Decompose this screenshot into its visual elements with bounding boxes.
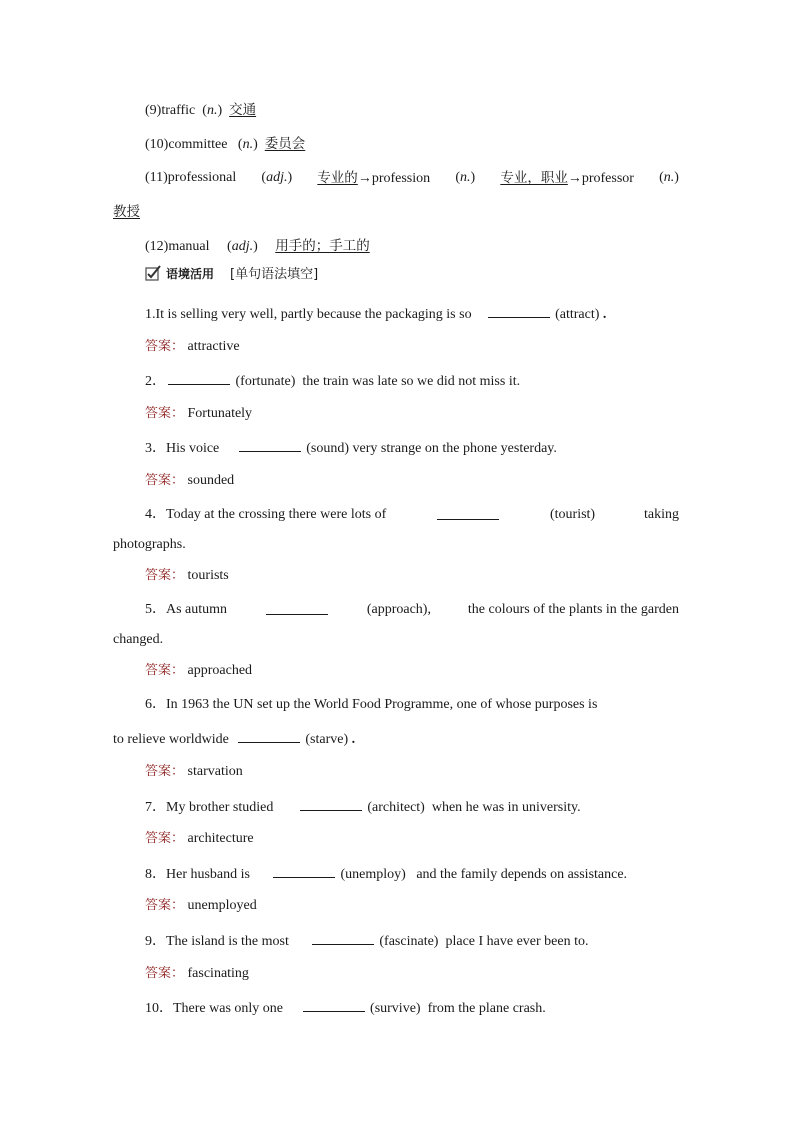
- question-text-end: and the family depends on assistance.: [416, 867, 628, 882]
- answer-label: 答案：: [145, 406, 185, 421]
- answer-blank: [168, 371, 230, 385]
- answer-label: 答案：: [145, 831, 185, 846]
- word-hint: (unemploy): [340, 867, 406, 882]
- question-text: 10．There was only one: [145, 1001, 284, 1016]
- question-text: 4．Today at the crossing there were lots of: [145, 507, 387, 522]
- derived-word: →profession: [357, 171, 431, 186]
- question-text-end: the colours of the plants in the garden: [467, 602, 679, 617]
- answer-9: [145, 965, 679, 983]
- answer-text: Fortunately: [187, 406, 253, 421]
- vocab-item-traffic: (9)traffic (n.) 交通: [145, 102, 257, 118]
- section-title: 语境活用: [166, 267, 215, 281]
- question-text-end: when he was in university.: [431, 800, 581, 815]
- answer-text: unemployed: [187, 898, 257, 913]
- answer-3: [145, 472, 679, 490]
- section-header: [145, 265, 679, 284]
- question-text: 1.It is selling very well, partly because the packaging is so: [145, 307, 472, 322]
- part-of-speech: adj.: [266, 170, 288, 185]
- question-text-end: from the plane crash.: [427, 1001, 546, 1016]
- checkbox-check-icon: [145, 265, 161, 281]
- word-hint: (sound): [306, 441, 350, 456]
- answer-8: [145, 897, 679, 915]
- answer-2: [145, 405, 679, 423]
- question-text-end: very strange on the phone yesterday.: [352, 441, 557, 456]
- answer-blank: [488, 304, 550, 318]
- question-text-end: the train was late so we did not miss it.: [302, 374, 521, 389]
- answer-1: [145, 338, 679, 356]
- question-5-cont: [113, 631, 679, 649]
- question-6: [145, 696, 679, 714]
- answer-text: tourists: [187, 568, 229, 583]
- answer-blank: [238, 729, 300, 743]
- answer-7: [145, 830, 679, 848]
- question-10: [145, 998, 679, 1018]
- answer-label: 答案：: [145, 473, 185, 488]
- vocab-meaning: 交通: [229, 102, 257, 118]
- question-text-continued: photographs.: [113, 537, 186, 552]
- question-9: [145, 931, 679, 951]
- answer-text: sounded: [187, 473, 235, 488]
- question-text-end: .: [351, 732, 356, 747]
- vocab-word: (12)manual: [145, 239, 210, 254]
- answer-6: [145, 763, 679, 781]
- answer-4: [145, 567, 679, 585]
- answer-label: 答案：: [145, 966, 185, 981]
- answer-5: [145, 662, 679, 680]
- question-text: 8．Her husband is: [145, 867, 250, 882]
- answer-label: 答案：: [145, 339, 185, 354]
- question-3: [145, 438, 679, 458]
- answer-text: approached: [187, 663, 253, 678]
- answer-blank: [312, 931, 374, 945]
- vocab-word: (9)traffic: [145, 103, 196, 118]
- answer-text: fascinating: [187, 966, 249, 981]
- question-text-continued: to relieve worldwide: [113, 732, 229, 747]
- vocab-meaning: 用手的；手工的: [275, 238, 370, 254]
- answer-blank: [300, 797, 362, 811]
- derived-word: →professor: [567, 171, 634, 186]
- question-7: [145, 797, 679, 817]
- vocab-word: (11)professional: [145, 170, 237, 185]
- question-text: 7．My brother studied: [145, 800, 274, 815]
- word-hint: (approach),: [366, 602, 431, 617]
- vocab-item-professional: (11)professional (adj.) 专业的→profession (n.) 专业，职业→professor (n.): [145, 170, 679, 186]
- vocab-item-professional-cont: [113, 203, 679, 222]
- answer-blank: [273, 864, 335, 878]
- answer-blank: [303, 998, 365, 1012]
- answer-label: 答案：: [145, 764, 185, 779]
- word-hint: (starve): [305, 732, 349, 747]
- answer-blank: [266, 601, 328, 615]
- answer-blank: [239, 438, 301, 452]
- answer-label: 答案：: [145, 898, 185, 913]
- vocab-item-manual: (12)manual (adj.) 用手的；手工的: [145, 238, 370, 254]
- question-4: [145, 506, 679, 524]
- word-hint: (fascinate): [379, 934, 439, 949]
- question-text: 5．As autumn: [145, 602, 228, 617]
- question-8: [145, 864, 679, 884]
- question-text: 6．In 1963 the UN set up the World Food Programme, one of whose purposes is: [145, 697, 598, 712]
- question-text-end: .: [602, 307, 607, 322]
- part-of-speech: n.: [242, 137, 254, 152]
- question-2: [145, 371, 679, 391]
- vocab-meaning: 专业，职业: [500, 170, 568, 186]
- question-text-continued: changed.: [113, 632, 164, 647]
- vocab-item-committee: (10)committee (n.) 委员会: [145, 136, 306, 152]
- question-5: [145, 601, 679, 619]
- vocab-meaning: 委员会: [264, 136, 306, 152]
- question-1: [145, 304, 679, 324]
- part-of-speech: adj.: [231, 239, 254, 254]
- answer-text: architecture: [187, 831, 254, 846]
- question-text-end: taking: [643, 507, 679, 522]
- answer-blank: [437, 506, 499, 520]
- answer-text: starvation: [187, 764, 243, 779]
- question-text: 2．: [145, 374, 166, 389]
- vocab-meaning: 专业的: [317, 170, 358, 186]
- part-of-speech: n.: [459, 170, 471, 185]
- section-subtitle: [单句语法填空]: [230, 267, 319, 282]
- answer-label: 答案：: [145, 568, 185, 583]
- question-text: 3．His voice: [145, 441, 220, 456]
- word-hint: (architect): [367, 800, 425, 815]
- answer-label: 答案：: [145, 663, 185, 678]
- word-hint: (survive): [370, 1001, 421, 1016]
- vocab-word: (10)committee: [145, 137, 228, 152]
- question-text: 9．The island is the most: [145, 934, 289, 949]
- word-hint: (fortunate): [235, 374, 296, 389]
- word-hint: (tourist): [549, 507, 596, 522]
- part-of-speech: n.: [206, 103, 218, 118]
- question-4-cont: [113, 536, 679, 554]
- part-of-speech: n.: [663, 170, 675, 185]
- question-text-end: place I have ever been to.: [445, 934, 589, 949]
- answer-text: attractive: [187, 339, 240, 354]
- word-hint: (attract): [555, 307, 600, 322]
- question-6-cont: [113, 729, 679, 749]
- vocab-meaning: 教授: [113, 204, 140, 220]
